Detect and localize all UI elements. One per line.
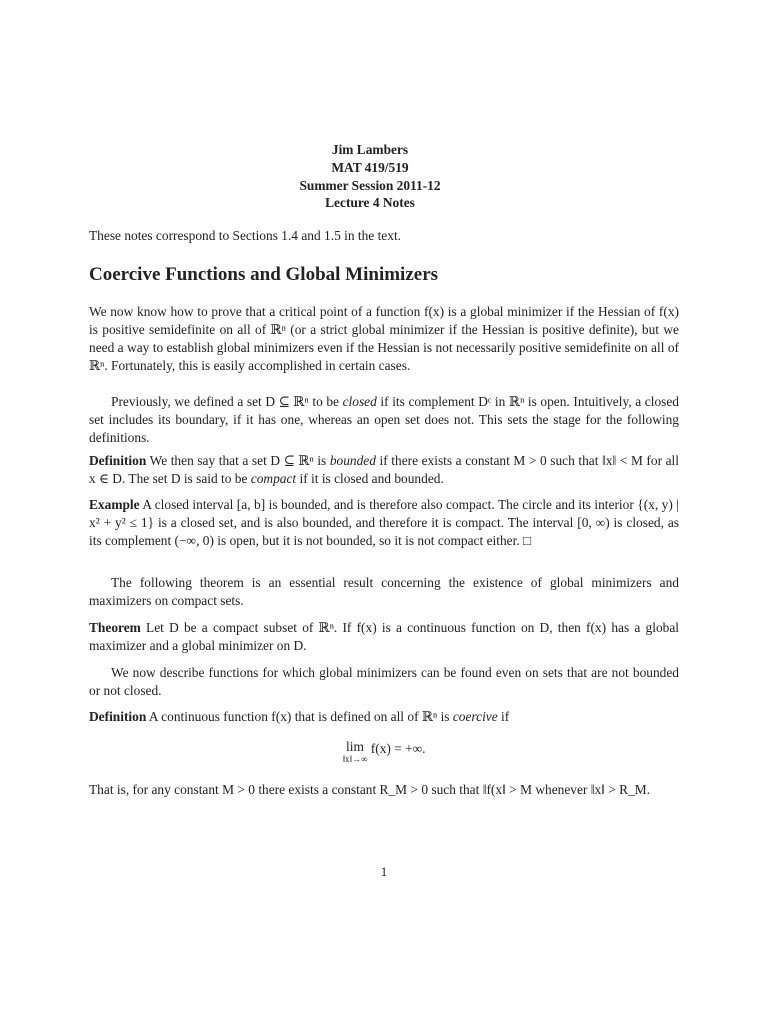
term-coercive: coercive <box>452 709 498 724</box>
intro-text: These notes correspond to Sections 1.4 and 1.5 in the text. <box>89 228 402 243</box>
term-compact: compact <box>250 471 297 486</box>
definition-coercive <box>89 708 679 726</box>
text: A closed interval [a, b] is bounded, and is therefore also compact. The circle and its interior {(x, y) | x² + y² ≤ 1} is a closed set, and is also bounded, and therefore it is compact. The interval [0, ∞) is closed, as its complement (−∞, 0) is open, but it is not bounded, so it is not compact either. □ <box>89 497 679 548</box>
text: Let D be a compact subset of ℝⁿ. If f(x) is a continuous function on D, then f(x) has a global maximizer and a global minimizer on D. <box>89 620 679 653</box>
text: if it is closed and bounded. <box>296 471 444 486</box>
text: We then say that a set D ⊆ ℝⁿ is <box>146 453 330 468</box>
term-closed: closed <box>342 394 377 409</box>
example <box>89 496 679 550</box>
lecture-title: Lecture 4 Notes <box>325 195 415 210</box>
paragraph-1: We now know how to prove that a critical point of a function f(x) is a global minimizer if the Hessian of f(x) is positive semidefinite on all of ℝⁿ (or a strict global minimizer if the Hessian is positive definite), but we need a way to establish global minimizers even if the Hessian is not necessarily positive semidefinite on all of ℝⁿ. Fortunately, this is easily accomplished in certain cases. <box>89 304 679 373</box>
text: if <box>497 709 510 724</box>
lim-subscript: ‖x‖→∞ <box>342 754 368 764</box>
label: Definition <box>89 709 147 724</box>
text: if its complement Dᶜ in ℝⁿ is open. Intuitively, a closed set includes its boundary, if it has one, whereas an open set does not. This sets the stage for the following definitions. <box>89 394 679 445</box>
author: Jim Lambers <box>331 142 409 157</box>
session: Summer Session 2011-12 <box>299 178 441 193</box>
limit-formula <box>0 741 768 765</box>
definition-bounded <box>89 452 679 488</box>
course: MAT 419/519 <box>331 160 409 175</box>
text: if there exists a constant M > 0 such that ‖x‖ < M for all x ∈ D. The set D is said to be <box>89 453 679 486</box>
term-bounded: bounded <box>329 453 376 468</box>
text: Previously, we defined a set D ⊆ ℝⁿ to be <box>111 394 343 409</box>
text: A continuous function f(x) that is defined on all of ℝⁿ is <box>146 709 453 724</box>
paragraph-5: That is, for any constant M > 0 there exists a constant R_M > 0 such that ‖f(x‖ > M whenever ‖x‖ > R_M. <box>89 782 651 797</box>
section-title: Coercive Functions and Global Minimizers <box>89 264 439 285</box>
paragraph-2 <box>89 393 679 447</box>
lim: lim <box>346 739 364 754</box>
paragraph-4: We now describe functions for which global minimizers can be found even on sets that are not bounded or not closed. <box>89 665 679 698</box>
label: Definition <box>89 453 147 468</box>
label: Theorem <box>89 620 141 635</box>
page-number: 1 <box>380 864 388 879</box>
formula-body: f(x) = +∞. <box>367 741 426 756</box>
theorem <box>89 619 679 655</box>
label: Example <box>89 497 140 512</box>
paragraph-3: The following theorem is an essential result concerning the existence of global minimizers and maximizers on compact sets. <box>89 575 679 608</box>
